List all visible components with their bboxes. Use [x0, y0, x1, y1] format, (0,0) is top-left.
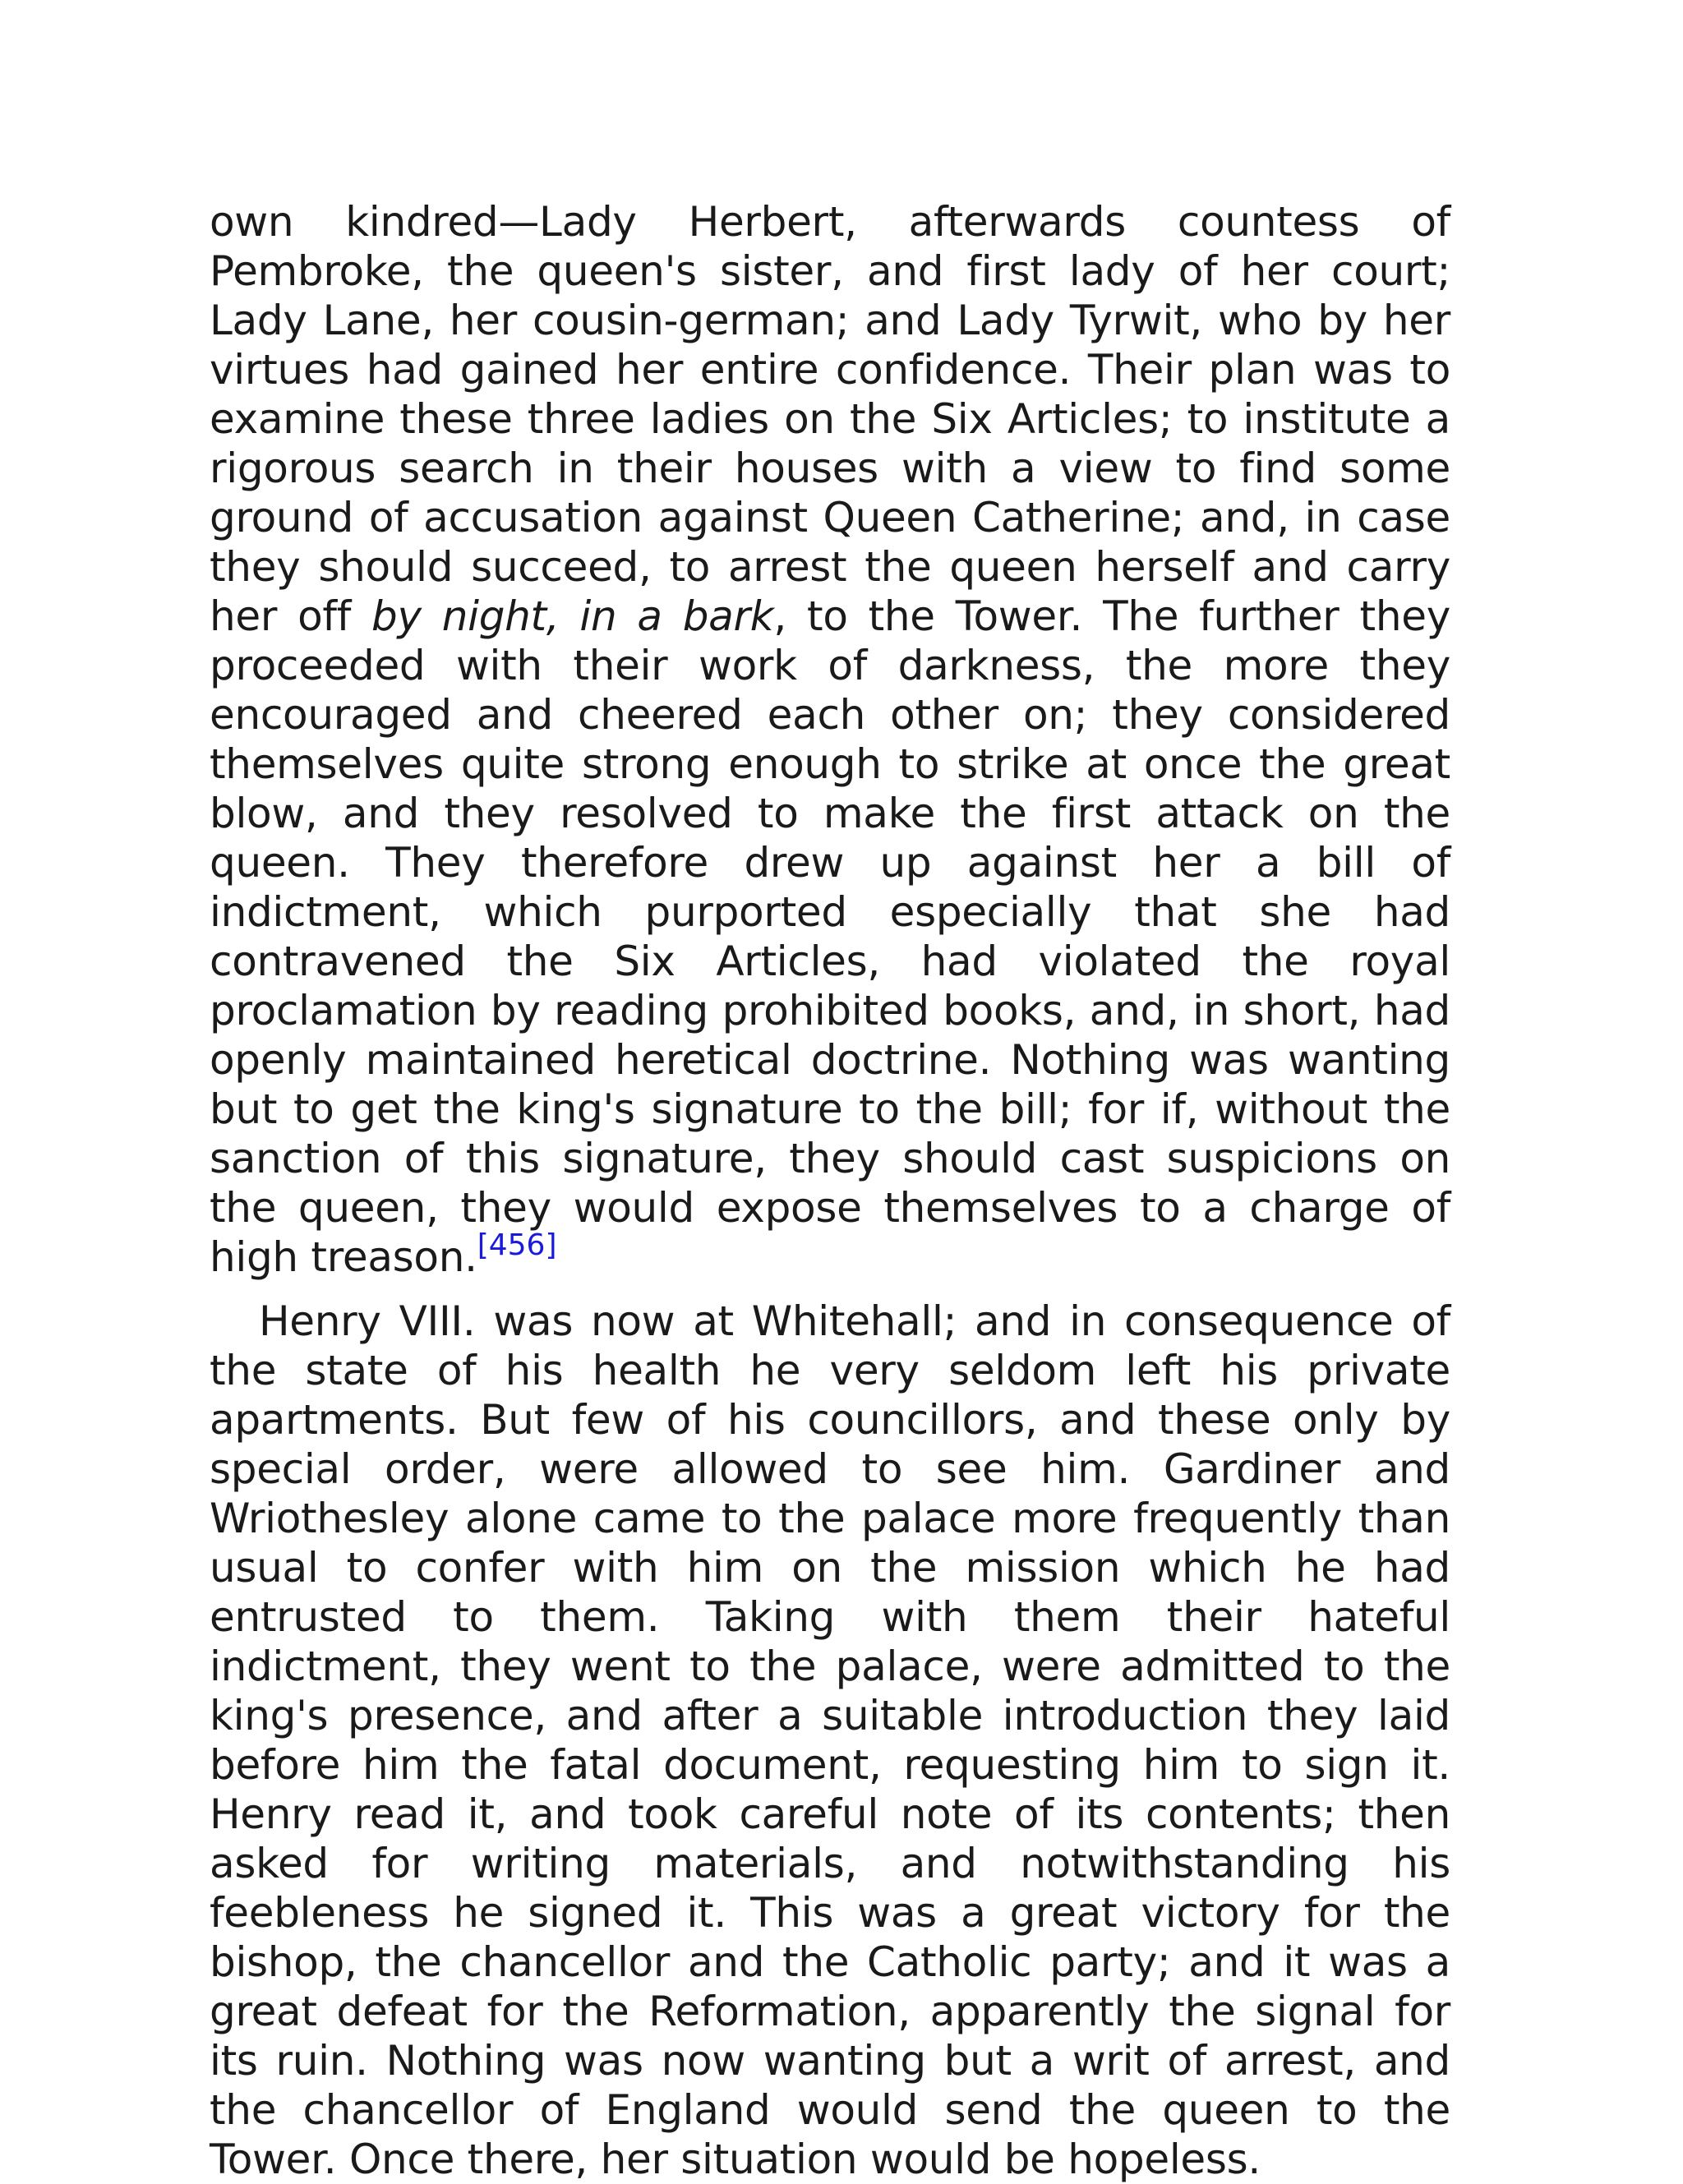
paragraph-2-text: Henry VIII. was now at Whitehall; and in consequence of the state of his health he very seldom left his private apartments. But few of his councillors, and these only by special order, were allowed to see him. Gardiner and Wriothesley alone came to the palace more frequently than usual to confer with him on the mission which he had entrusted to them. Taking with them their hateful indictment, they went to the palace, were admitted to the king's presence, and after a suitable introduction they laid before him the fatal document, requesting him to sign it. Henry read it, and took careful note of its contents; then asked for writing materials, and notwithstanding his feebleness he signed it. This was a great victory for the bishop, the chancellor and the Catholic party; and it was a great defeat for the Reformation, apparently the signal for its ruin. Nothing was now wanting but a writ of arrest, and the chancellor of England would send the queen to the Tower. Once there, her situation would be hopeless.: [210, 1297, 1450, 2183]
paragraph-1-italic: by night, in a bark: [371, 592, 774, 640]
paragraph-2: [210, 1297, 1450, 2184]
page-body: [210, 197, 1450, 2184]
paragraph-1-text-a: own kindred—Lady Herbert, afterwards countess of Pembroke, the queen's sister, and first lady of her court; Lady Lane, her cousin-german; and Lady Tyrwit, who by her virtues had gained her entire confidence. Their plan was to examine these three ladies on the Six Articles; to institute a rigorous search in their houses with a view to find some ground of accusation against Queen Catherine; and, in case they should succeed, to arrest the queen herself and carry her off: [210, 198, 1450, 640]
footnote-link[interactable]: [456]: [477, 1228, 557, 1263]
paragraph-1-text-b: , to the Tower. The further they proceeded with their work of darkness, the more they encouraged and cheered each other on; they considered themselves quite strong enough to strike at once the great blow, and they resolved to make the first attack on the queen. They therefore drew up against her a bill of indictment, which purported especially that she had contravened the Six Articles, had violated the royal proclamation by reading prohibited books, and, in short, had openly maintained heretical doctrine. Nothing was wanting but to get the king's signature to the bill; for if, without the sanction of this signature, they should cast suspicions on the queen, they would expose themselves to a charge of high treason.: [210, 592, 1450, 1281]
paragraph-1: [210, 197, 1450, 1282]
